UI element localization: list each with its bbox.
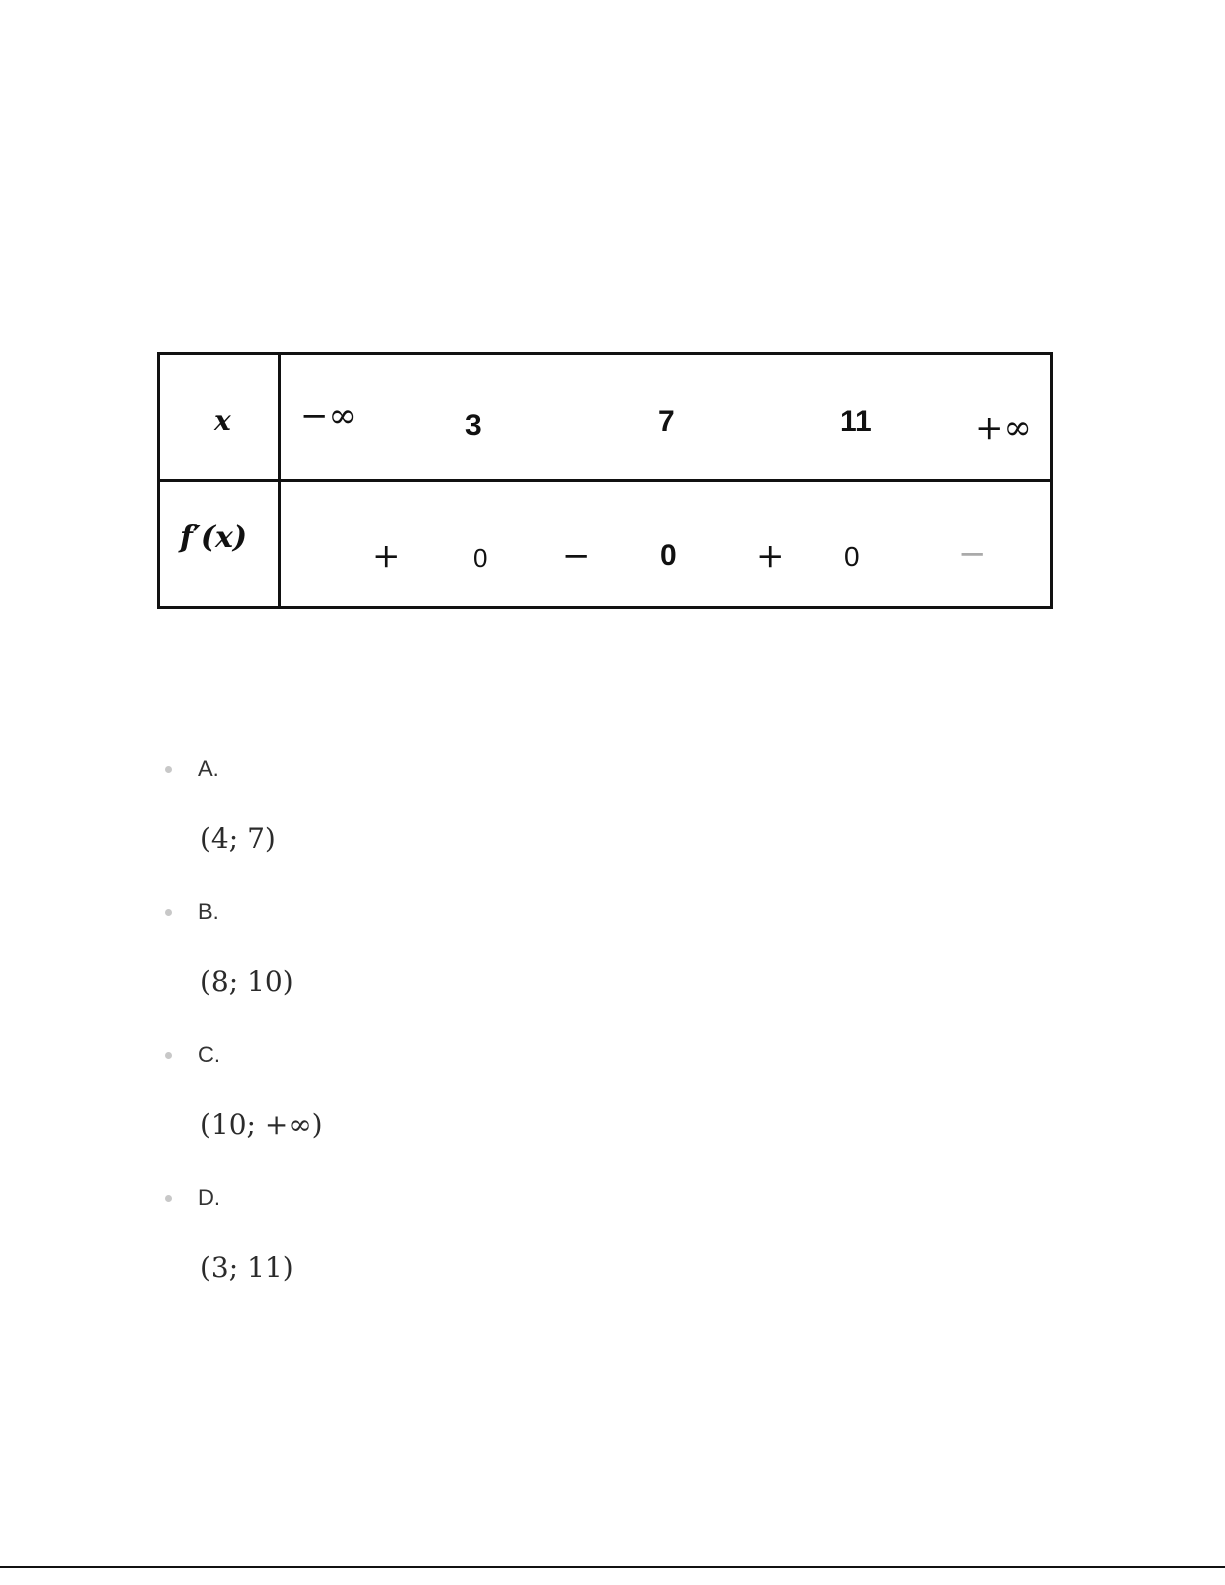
option-label: D. (198, 1185, 220, 1210)
bullet-icon (165, 1195, 172, 1202)
option-c[interactable] (160, 1038, 960, 1181)
option-d[interactable] (160, 1181, 960, 1324)
row-divider (160, 479, 1050, 482)
sign-minus-1: − (562, 536, 591, 576)
option-label: C. (198, 1042, 220, 1067)
sign-plus-2: + (756, 536, 785, 576)
x-value-pos-infinity: +∞ (975, 408, 1032, 448)
fprime-header: f′(x) (180, 520, 248, 555)
sign-minus-2: − (958, 534, 987, 574)
x-value-11: 11 (840, 405, 872, 438)
bullet-icon (165, 909, 172, 916)
sign-zero-at-7: 0 (660, 539, 677, 572)
answer-options (160, 752, 960, 1324)
x-value-neg-infinity: −∞ (300, 396, 357, 436)
sign-zero-at-3: 0 (473, 543, 488, 573)
sign-table (157, 352, 1053, 609)
option-label: A. (198, 756, 219, 781)
option-value: (4; 7) (200, 822, 276, 855)
bullet-icon (165, 1052, 172, 1059)
option-value: (10; +∞) (200, 1108, 323, 1141)
x-value-7: 7 (658, 405, 675, 438)
option-b[interactable] (160, 895, 960, 1038)
bottom-divider (0, 1566, 1225, 1568)
sign-zero-at-11: 0 (844, 541, 860, 572)
column-divider (278, 355, 281, 606)
option-a[interactable] (160, 752, 960, 895)
option-value: (3; 11) (200, 1251, 294, 1284)
option-label: B. (198, 899, 219, 924)
x-header: x (214, 404, 231, 437)
option-value: (8; 10) (200, 965, 294, 998)
bullet-icon (165, 766, 172, 773)
sign-plus-1: + (372, 536, 401, 576)
x-value-3: 3 (465, 409, 482, 442)
